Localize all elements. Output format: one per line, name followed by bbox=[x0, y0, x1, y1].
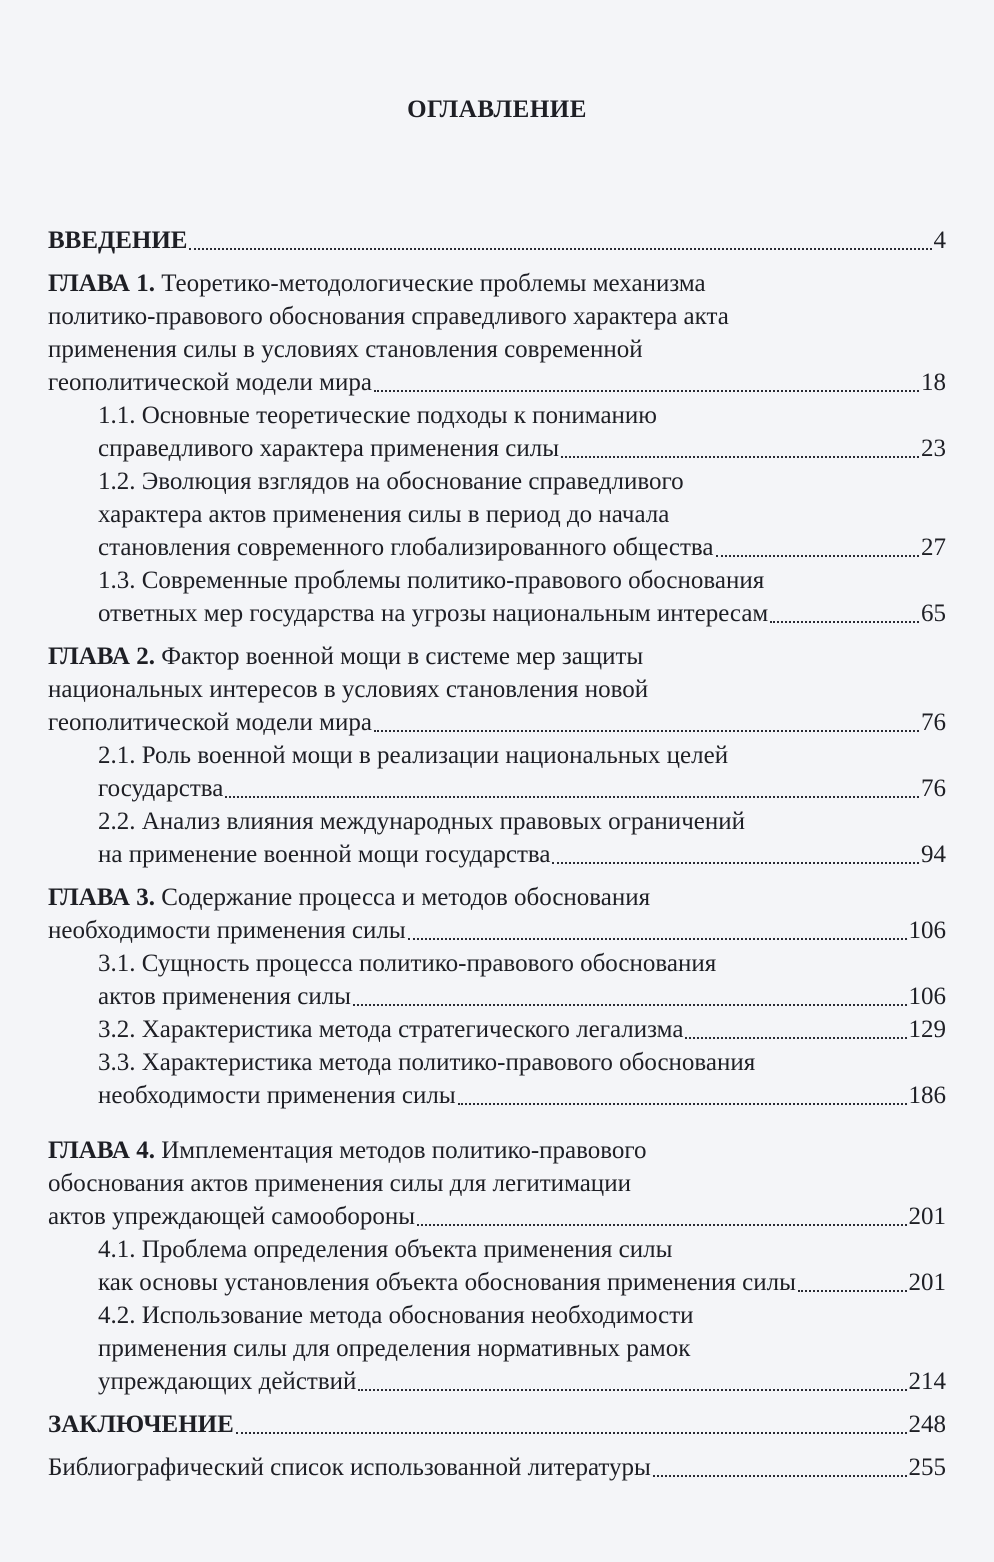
chapter-label: ГЛАВА 3. bbox=[48, 884, 155, 911]
leader-dots bbox=[358, 1389, 906, 1391]
toc-entry-1-3: 1.3. Современные проблемы политико-правового обоснования bbox=[98, 567, 765, 594]
page-number: 23 bbox=[921, 435, 946, 462]
leader-dots bbox=[716, 555, 919, 557]
toc-entry-3-3: 3.3. Характеристика метода политико-правового обоснования bbox=[98, 1049, 756, 1076]
leader-dots bbox=[770, 621, 919, 623]
leader-dots bbox=[374, 390, 919, 392]
toc-entry-3-2: 3.2. Характеристика метода стратегического легализма 129 bbox=[48, 1013, 946, 1046]
page-number: 106 bbox=[908, 983, 946, 1010]
toc-entry-chapter-3: ГЛАВА 3. Содержание процесса и методов обоснования bbox=[48, 884, 651, 911]
page-number: 129 bbox=[908, 1016, 946, 1043]
entry-text: политико-правового обоснования справедливого характера акта bbox=[48, 303, 729, 330]
leader-dots bbox=[189, 248, 931, 250]
page-number: 4 bbox=[933, 227, 946, 254]
page-number: 94 bbox=[921, 841, 946, 868]
entry-text: Теоретико-методологические проблемы механизма bbox=[161, 270, 706, 297]
leader-dots bbox=[353, 1004, 907, 1006]
leader-dots bbox=[374, 730, 919, 732]
toc-entry-1-1: 1.1. Основные теоретические подходы к пониманию bbox=[98, 402, 657, 429]
page-title: ОГЛАВЛЕНИЕ bbox=[407, 96, 587, 123]
chapter-label: ГЛАВА 4. bbox=[48, 1137, 155, 1164]
entry-text: применения силы в условиях становления современной bbox=[48, 336, 643, 363]
toc-entry-2-2: 2.2. Анализ влияния международных правовых ограничений bbox=[98, 808, 745, 835]
page-number: 201 bbox=[908, 1269, 946, 1296]
entry-label: ВВЕДЕНИЕ bbox=[48, 227, 188, 254]
leader-dots bbox=[561, 456, 919, 458]
page-number: 76 bbox=[921, 709, 946, 736]
leader-dots bbox=[458, 1103, 907, 1105]
toc-entry-3-1: 3.1. Сущность процесса политико-правового обоснования bbox=[98, 950, 717, 977]
toc-entry-2-1: 2.1. Роль военной мощи в реализации национальных целей bbox=[98, 742, 729, 769]
page-number: 255 bbox=[908, 1454, 946, 1481]
leader-dots bbox=[653, 1475, 907, 1477]
leader-dots bbox=[225, 796, 919, 798]
page-number: 27 bbox=[921, 534, 946, 561]
leader-dots bbox=[798, 1290, 907, 1292]
leader-dots bbox=[236, 1432, 907, 1434]
page-number: 106 bbox=[908, 917, 946, 944]
toc-entry-chapter-1 bbox=[48, 267, 946, 300]
toc-entry-4-1: 4.1. Проблема определения объекта применения силы bbox=[98, 1236, 673, 1263]
leader-dots bbox=[685, 1037, 906, 1039]
leader-dots bbox=[552, 862, 919, 864]
chapter-label: ГЛАВА 2. bbox=[48, 643, 155, 670]
leader-dots bbox=[408, 938, 907, 940]
page-number: 186 bbox=[908, 1082, 946, 1109]
page-number: 76 bbox=[921, 775, 946, 802]
entry-text: геополитической модели мира bbox=[48, 369, 372, 396]
toc-entry-bibliography: Библиографический список использованной литературы 255 bbox=[48, 1451, 946, 1484]
toc-entry-4-2: 4.2. Использование метода обоснования необходимости bbox=[98, 1302, 694, 1329]
page-number: 214 bbox=[908, 1368, 946, 1395]
toc-entry-intro bbox=[48, 224, 946, 257]
toc-entry-conclusion: ЗАКЛЮЧЕНИЕ 248 bbox=[48, 1408, 946, 1441]
table-of-contents: ВВЕДЕНИЕ 4 ГЛАВА 1. Теоретико-методологические проблемы механизма политико-правового обоснования справедливого характера акта применения силы в условиях становления современной геополитической модели мира 18 1.1. Основные теоретические подходы к пониманию справедливого характера применения силы 23 1.2. Эволюция взглядов на обоснование справедливого характера актов применения силы в период до начала становления современного глобализированного общества 27 1.3. Современные проблемы политико-правового обоснования ответных мер государства на угрозы национальным интересам 65 ГЛАВА 2. Фактор военной мощи в системе мер защиты национальных интересов в условиях становления новой геополитической модели мира 76 2.1. Роль военной мощи в реализации национальных целей государства 76 2.2. Анализ влияния международных правовых ограничений на применение военной мощи государства 94 ГЛАВА 3. Содержание процесса и методов обоснования необходимости применения силы 106 3.1. Сущность процесса политико-правового обоснования актов применения силы 106 3.2. Характеристика метода стратегического легализма 129 3.3. Характеристика метода политико-правового обоснования необходимости применения силы 186 ГЛАВА 4. Имплементация методов политико-правового обоснования актов применения силы для легитимации актов упреждающей самообороны 201 4.1. Проблема определения объекта применения силы как основы установления объекта обоснования применения силы 201 4.2. Использование метода обоснования необходимости применения силы для определения нормативных рамок упреждающих действий 214 ЗАКЛЮЧЕНИЕ 248 Библиографический список использованной литературы 255 bbox=[48, 224, 946, 1484]
page-number: 18 bbox=[921, 369, 946, 396]
toc-entry-chapter-2: ГЛАВА 2. Фактор военной мощи в системе мер защиты bbox=[48, 643, 644, 670]
page-number: 201 bbox=[908, 1203, 946, 1230]
leader-dots bbox=[417, 1224, 907, 1226]
toc-entry-1-2: 1.2. Эволюция взглядов на обоснование справедливого bbox=[98, 468, 684, 495]
chapter-label: ГЛАВА 1. bbox=[48, 270, 155, 297]
page-number: 65 bbox=[921, 600, 946, 627]
page-number: 248 bbox=[908, 1411, 946, 1438]
toc-entry-chapter-4: ГЛАВА 4. Имплементация методов политико-правового bbox=[48, 1137, 647, 1164]
